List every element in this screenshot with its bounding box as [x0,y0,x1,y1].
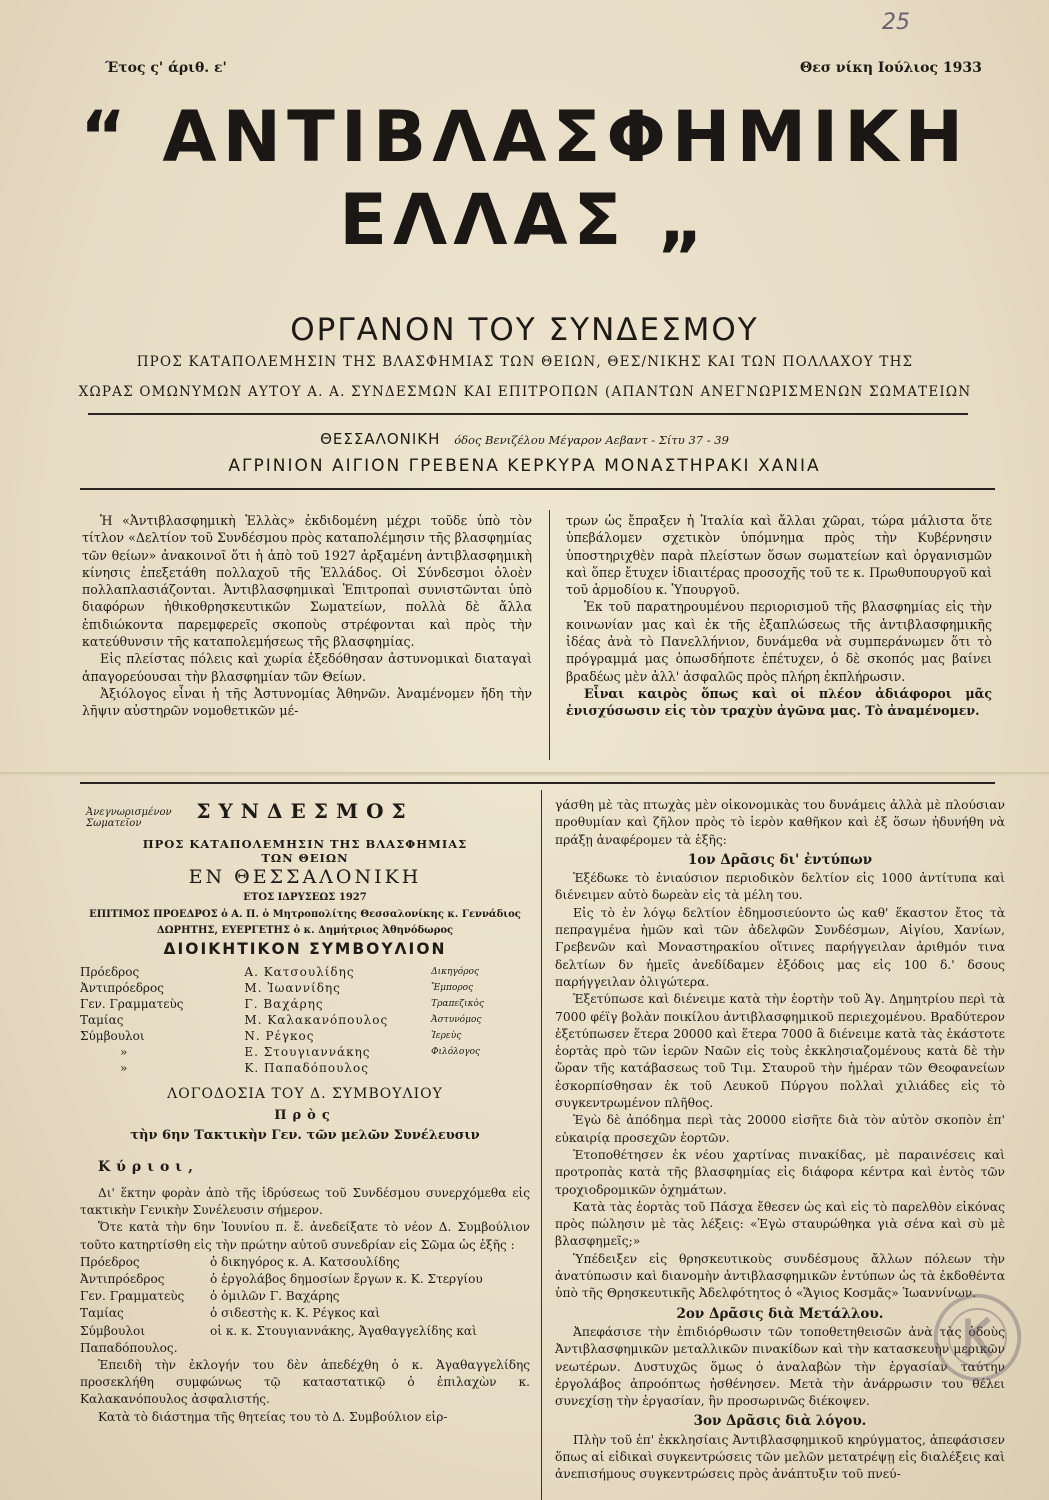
masthead-organ: ΟΡΓΑΝΟΝ ΤΟΥ ΣΥΝΔΕΣΜΟΥ [290,312,759,348]
recognized-note: Ἀνεγνωρισμένον Σωματεῖον [86,807,172,829]
editorial-paragraph: Ἐκ τοῦ παρατηρουμένου περιορισμοῦ τῆς βλασφημίας εἰς τὴν κοινωνίαν μας καὶ ἐκ τῆς ἐξαπλώσεως τῆς ἀντιβλασφημικῆς ἰδέας ἀνὰ τὸ Πανελλήνιον, δυνάμεθα νὰ συμπεράνωμεν ὅτι τὸ πρόγραμμά μας ὁπωσδήποτε ἐπέτυχεν, ὁ δὲ σκοπός μας βαίνει βραδέως μὲν ἀλλ' ἀσφαλῶς πρὸς πλήρη ἐκπλήρωσιν. [566,599,992,684]
editorial-left-column [82,512,532,720]
board-row [80,1012,490,1028]
board-row [80,1044,490,1060]
report-paragraph: Ὅτε κατὰ τὴν 6ην Ἰουνίου π. ἔ. ἀνεδείξατε τὸ νέον Δ. Συμβούλιον τοῦτο κατηρτίσθη εἰς τὴν πρώτην αὐτοῦ συνεδρίαν εἰς Σῶμα ὡς ἑξῆς : [80,1220,530,1252]
masthead-rule [88,413,968,415]
composition-role: Πρόεδρος [80,1254,140,1269]
editorial-paragraph: Ἀξιόλογος εἶναι ἡ τῆς Ἀστυνομίας Ἀθηνῶν. Ἀναμένομεν ἤδη τὴν λῆψιν αὐστηρῶν νομοθετικῶν μέ- [82,685,532,719]
section1-paragraph: Ὑπέδειξεν εἰς θρησκευτικοὺς συνδέσμους ἄλλων πόλεων τὴν ἀνατύπωσιν καὶ διανομὴν ἀντιβλασφημικῶν ἐντύπων ὡς τὰ ἐκδοθέντα ὑπὸ τῆς Θρησκευτικῆς Ἀδελφότητος ὁ «Ἅγιος Κοσμᾶς» Ἰωαννίνων. [555,1251,1005,1301]
composition-person: ὁ δικηγόρος κ. Α. Κατσουλίδης [210,1254,400,1269]
board-job: Ἔμπορος [431,983,474,993]
board-name: Μ. Καλακανόπουλος [244,1013,389,1027]
board-name: Κ. Παπαδόπουλος [244,1061,369,1075]
board-table [80,964,490,1076]
report-to: Πρὸς [274,1108,336,1123]
board-name: Μ. Ἰωαννίδης [244,981,341,995]
board-role: Ταμίας [80,1013,124,1027]
composition-person: οἱ κ. κ. Στουγιαννάκης, Ἀγαθαγγελίδης καὶ [210,1323,477,1338]
section2-title: 2ον Δρᾶσις διὰ Μετάλλου. [676,1305,884,1322]
masthead-title-line2: ΕΛΛΑΣ „ [339,179,710,261]
issue-number: Έτος ς' άριθ. ε' [105,60,227,76]
board-job [431,1060,490,1076]
board-role: Ἀντιπρόεδρος [80,981,164,995]
board-row [80,1028,490,1044]
composition-row [80,1254,483,1271]
society-purpose-2: ΤΩΝ ΘΕΙΩΝ [261,851,349,865]
board-name: Γ. Βαχάρης [244,997,324,1011]
composition-role: Σύμβουλοι [80,1323,146,1338]
masthead-address: όδος Βενιζέλου Μέγαρον Αεβαντ - Σίτυ 37 - 39 [454,433,729,447]
column-divider [549,510,550,760]
section1-paragraph: Ἐγὼ δὲ ἀπόδημα περὶ τὰς 20000 εἰσῆτε διὰ τὸν αὐτὸν σκοπὸν ἐπ' εὐκαιρίᾳ προσεχῶν ἑορτῶν. [555,1113,1005,1145]
report-intro: γάσθη μὲ τὰς πτωχὰς μὲν οἰκονομικὰς του δυνάμεις ἀλλὰ μὲ πλούσιαν προθυμίαν καὶ ζῆλον πρὸς τὸ ἱερὸν καθῆκον καὶ ἐξ ὅσων ἠδυνήθη νὰ πράξῃ ἀναφέρομεν τὰ ἑξῆς: [555,798,1005,847]
board-job: Ἰερεὺς [431,1031,462,1041]
masthead-city-line [0,430,1049,448]
composition-role: Ταμίας [80,1306,124,1321]
report-paragraph: Κατὰ τὸ διάστημα τῆς θητείας του τὸ Δ. Συμβούλιον εἰρ- [98,1409,448,1424]
composition-tail: Παπαδόπουλος. [80,1340,178,1355]
society-name: ΣΥΝΔΕΣΜΟΣ [196,799,414,823]
section-rule [80,782,995,784]
board-name: Ε. Στουγιαννάκης [244,1045,371,1059]
board-role: Σύμβουλοι [80,1029,145,1043]
editorial-right-column [566,512,992,720]
composition-person: ὁ ἐργολάβος δημοσίων ἔργων κ. Κ. Στεργίου [210,1272,483,1287]
column-divider-lower [541,790,542,1500]
masthead-subtitle-line2: ΧΩΡΑΣ ΟΜΩΝΥΜΩΝ ΑΥΤΟΥ Α. Α. ΣΥΝΔΕΣΜΩΝ ΚΑΙ ΕΠΙΤΡΟΠΩΝ (ΑΠΑΝΤΩΝ ΑΝΕΓΝΩΡΙΣΜΕΝΩΝ ΣΩΜΑΤΕΙΩΝ [78,384,972,400]
section1-title: 1ον Δρᾶσις δι' ἐντύπων [687,851,873,868]
board-role: Πρόεδρος [80,965,140,979]
masthead-title-line1: “ ΑΝΤΙΒΛΑΣΦΗΜΙΚΗ [79,96,970,178]
report-paragraph: Ἐπειδὴ τὴν ἐκλογήν του δὲν ἀπεδέχθη ὁ κ. Ἀγαθαγγελίδης προσεκλήθη συμφώνως τῷ καταστατικῷ ὁ ἐπιλαχὼν κ. Καλακανόπουλος ἀσφαλιστής. [80,1358,530,1407]
board-job: Δικηγόρος [431,967,479,977]
composition-row [80,1323,483,1340]
section1-paragraph: Ἐξέδωκε τὸ ἐνιαύσιον περιοδικὸν δελτίον εἰς 1000 ἀντίτυπα καὶ διένειμεν αὐτὸ δωρεὰν εἰς τὰ μέλη του. [555,871,1005,903]
section1-paragraph: Εἰς τὸ ἐν λόγῳ δελτίον ἐδημοσιεύοντο ὡς καθ' ἕκαστον ἔτος τὰ πεπραγμένα ἡμῶν καὶ τῶν ἀδελφῶν Συνδέσμων, Αἰγίου, Χανίων, Γρεβενῶν καὶ Μοναστηρακίου οἵτινες παρήγγειλαν ἀριθμόν τινα δελτίων δν ἡμεῖς ἀνεδίδαμεν ἐξόδοις μας εἰς 100 δ.' δσους παρήγγειλαν ὀλιγώτερα. [555,905,1005,989]
board-row [80,1060,490,1076]
section3-paragraph: Πλὴν τοῦ ἐπ' ἐκκλησίαις Ἀντιβλασφημικοῦ κηρύγματος, ἀπεφάσισεν ὅπως αἱ εἰδικαὶ συγκεντρώσεις τῶν μελῶν μετατρέψῃ εἰς διαλέξεις καὶ ἀνεπισήμους συγκεντρώσεις πρὸς ἀνάπτυξιν τοῦ πνεύ- [555,1432,1005,1482]
section3-title: 3ον Δρᾶσις διὰ λόγου. [693,1413,867,1430]
board-job: Ἀστυνόμος [431,1015,482,1025]
report-title: ΛΟΓΟΔΟΣΙΑ ΤΟΥ Δ. ΣΥΜΒΟΥΛΙΟΥ [167,1086,443,1102]
masthead-towns: ΑΓΡΙΝΙΟΝ ΑΙΓΙΟΝ ΓΡΕΒΕΝΑ ΚΕΡΚΥΡΑ ΜΟΝΑΣΤΗΡΑΚΙ ΧΑΝΙΑ [228,456,821,476]
section1-paragraph: Κατὰ τὰς ἑορτὰς τοῦ Πάσχα ἔθεσεν ὡς καὶ εἰς τὸ παρελθὸν εἰκόνας πρὸς πώλησιν μὲ τὰς λέξεις: «Ἐγὼ σταυρώθηκα γιὰ σένα καὶ σὺ μὲ βλασφημεῖς;» [555,1199,1005,1249]
donor: ΔΩΡΗΤΗΣ, ΕΥΕΡΓΕΤΗΣ ὁ κ. Δημήτριος Ἀθηνόδωρος [156,925,454,936]
board-name: Α. Κατσουλίδης [244,965,355,979]
board-row [80,996,490,1012]
composition-row [80,1288,483,1305]
masthead-rule-bottom [80,488,995,490]
composition-person: ὁ ὀμιλῶν Γ. Βαχάρης [210,1289,340,1304]
editorial-paragraph: τρων ὡς ἔπραξεν ἡ Ἰταλία καὶ ἄλλαι χῶραι, τώρα μάλιστα ὅτε ὑπεβάλομεν σχετικὸν ὑπόμνημα πρὸς τὴν Κυβέρνησιν ὑποστηριχθὲν παρὰ πλείστων ὅσων σωματείων καὶ ὀργανισμῶν καὶ ὅπερ ἔτυχεν ἰδιαιτέρας προσοχῆς τοῦ τε κ. Πρωθυπουργοῦ καὶ τοῦ ἁρμοδίου κ. Ὑπουργοῦ. [566,513,992,598]
board-row [80,980,490,996]
editorial-paragraph: Εἰς πλείστας πόλεις καὶ χωρία ἐξεδόθησαν ἀστυνομικαὶ διαταγαὶ ἀπαγορεύουσαι τὴν βλασφημίαν τῶν Θείων. [82,651,532,684]
editorial-paragraph: Εἶναι καιρὸς ὅπως καὶ οἱ πλέον ἀδιάφοροι μᾶς ἐνισχύσωσιν εἰς τὸν τραχὺν ἀγῶνα μας. Τὸ ἀναμένομεν. [566,685,992,719]
composition-row [80,1271,483,1288]
composition-role: Γεν. Γραμματεὺς [80,1289,185,1304]
masthead-city: ΘΕΣΣΑΛΟΝΙΚΗ [320,430,441,448]
salutation: Κύριοι, [98,1159,199,1175]
section2-paragraph: Ἀπεφάσισε τὴν ἐπιδιόρθωσιν τῶν τοποθετηθεισῶν ἀνὰ τὰς ὁδοὺς Ἀντιβλασφημικῶν μεταλλικῶν πινακίδων καὶ τὴν κατασκευὴν μερικῶν νεωτέρων. Δυστυχῶς ὅμως ὁ ἀναλαβὼν τὴν ἐργασίαν ταύτην ἐργολάβος ἀπροόπτως ἠσθένησεν. Μετὰ τὴν ἀνάρρωσιν του θέλει συνεχίσῃ τὴν ἐργασίαν, ἣν προσωρινῶς διέκοψεν. [555,1324,1005,1409]
composition-row [80,1305,483,1322]
board-job: Τραπεζικὸς [431,999,484,1009]
masthead-subtitle-line1: ΠΡΟΣ ΚΑΤΑΠΟΛΕΜΗΣΙΝ ΤΗΣ ΒΛΑΣΦΗΜΙΑΣ ΤΩΝ ΘΕΙΩΝ, ΘΕΣ/ΝΙΚΗΣ ΚΑΙ ΤΩΝ ΠΟΛΛΑΧΟΥ ΤΗΣ [136,354,914,370]
section1-paragraph: Ἐξετύπωσε καὶ διένειμε κατὰ τὴν ἑορτὴν τοῦ Ἁγ. Δημητρίου περὶ τὰ 7000 φέϊγ βολὰν ποικίλου ἀντιβλασφημικοῦ περιεχομένου. Βραδύτερον ἐξετύπωσεν ἕτερα 20000 καὶ ἕτερα 7000 ἃ διένειμε κατὰ τὰς ἑκάστοτε ἑορτὰς πρὸ τῶν ἱερῶν Ναῶν εἰς τοὺς ἐκκλησιαζομένους κατὰ δὲ τὴν ὥραν τῆς κατάβασεως τοῦ Τιμ. Σταυροῦ τὴν ἡμέραν τῶν Θεοφανείων ἐσκορπίσθησαν ἐκ τοῦ Λευκοῦ Πύργου πολλαὶ χιλιάδες εἰς τὸ συγκεντρωμένον πλῆθος. [555,992,1005,1111]
report-paragraph: Δι' ἕκτην φορὰν ἀπὸ τῆς ἱδρύσεως τοῦ Συνδέσμου συνερχόμεθα εἰς τακτικὴν Γενικὴν Συνέλευσιν σήμερον. [80,1186,530,1218]
board-title: ΔΙΟΙΚΗΤΙΚΟΝ ΣΥΜΒΟΥΛΙΟΝ [163,940,447,958]
editorial-paragraph: Ἡ «Ἀντιβλασφημικὴ Ἑλλὰς» ἐκδιδομένη μέχρι τοῦδε ὑπὸ τὸν τίτλον «Δελτίον τοῦ Συνδέσμου πρὸς καταπολέμησιν τῆς βλασφημίας τῶν θείων» ἀνακοινοῖ ὅτι ἡ ἀπὸ τοῦ 1927 ἀρξαμένη ἀντιβλασφημικὴ κίνησις ἐπεξετάθη πολλαχοῦ τῆς Ἑλλάδος. Οἱ Σύνδεσμοι ὁλοὲν πολλαπλασιάζονται. Ἀντιβλασφημικαὶ Ἐπιτροπαὶ συνιστῶνται ὑπὸ διαφόρων ἠθικοθρησκευτικῶν Σωματείων, πολλὰ δὲ ἄλλα ἐπιδιώκοντα παρεμφερεῖς σκοποὺς στρέφονται καὶ πρὸς τὴν κατεύθυνσιν τῆς καταπολεμήσεως τῆς βλασφημίας. [82,513,532,650]
board-row [80,964,490,980]
handwritten-page-number: 25 [882,10,910,35]
board-name: Ν. Ρέγκος [244,1029,315,1043]
board-role: » [120,1061,128,1075]
composition-table [80,1254,483,1340]
society-founded: ΕΤΟΣ ΙΔΡΥΣΕΩΣ 1927 [243,892,367,903]
archive-stamp-icon [930,1290,1025,1385]
section1-paragraph: Ἐτοποθέτησεν ἐκ νέου χαρτίνας πινακίδας, μὲ παραινέσεις καὶ προτροπὰς κατὰ τῆς βλασφημίας εἰς διάφορα κέντρα καὶ ἐντὸς τῶν τροχιοδρομικῶν ὀχημάτων. [555,1147,1005,1197]
honorary-president: ΕΠΙΤΙΜΟΣ ΠΡΟΕΔΡΟΣ ὁ Α. Π. ὁ Μητροπολίτης Θεσσαλονίκης κ. Γεννάδιος [89,909,521,920]
issue-date: Θεσ νίκη Ιούλιος 1933 [800,60,982,76]
society-column [80,795,530,1426]
composition-role: Ἀντιπρόεδρος [80,1272,165,1287]
society-purpose-1: ΠΡΟΣ ΚΑΤΑΠΟΛΕΜΗΣΙΝ ΤΗΣ ΒΛΑΣΦΗΜΙΑΣ [142,837,468,851]
fold-crease [0,772,1049,776]
board-role: » [120,1045,128,1059]
report-body [80,1185,530,1426]
composition-person: ὁ σιδεστὴς κ. Κ. Ρέγκος καὶ [210,1306,381,1321]
board-job: Φιλόλογος [431,1047,481,1057]
report-assembly: τὴν 6ην Τακτικὴν Γεν. τῶν μελῶν Συνέλευσιν [130,1128,480,1143]
board-role: Γεν. Γραμματεὺς [80,997,184,1011]
society-city: ΕΝ ΘΕΣΣΑΛΟΝΙΚΗ [188,866,422,888]
